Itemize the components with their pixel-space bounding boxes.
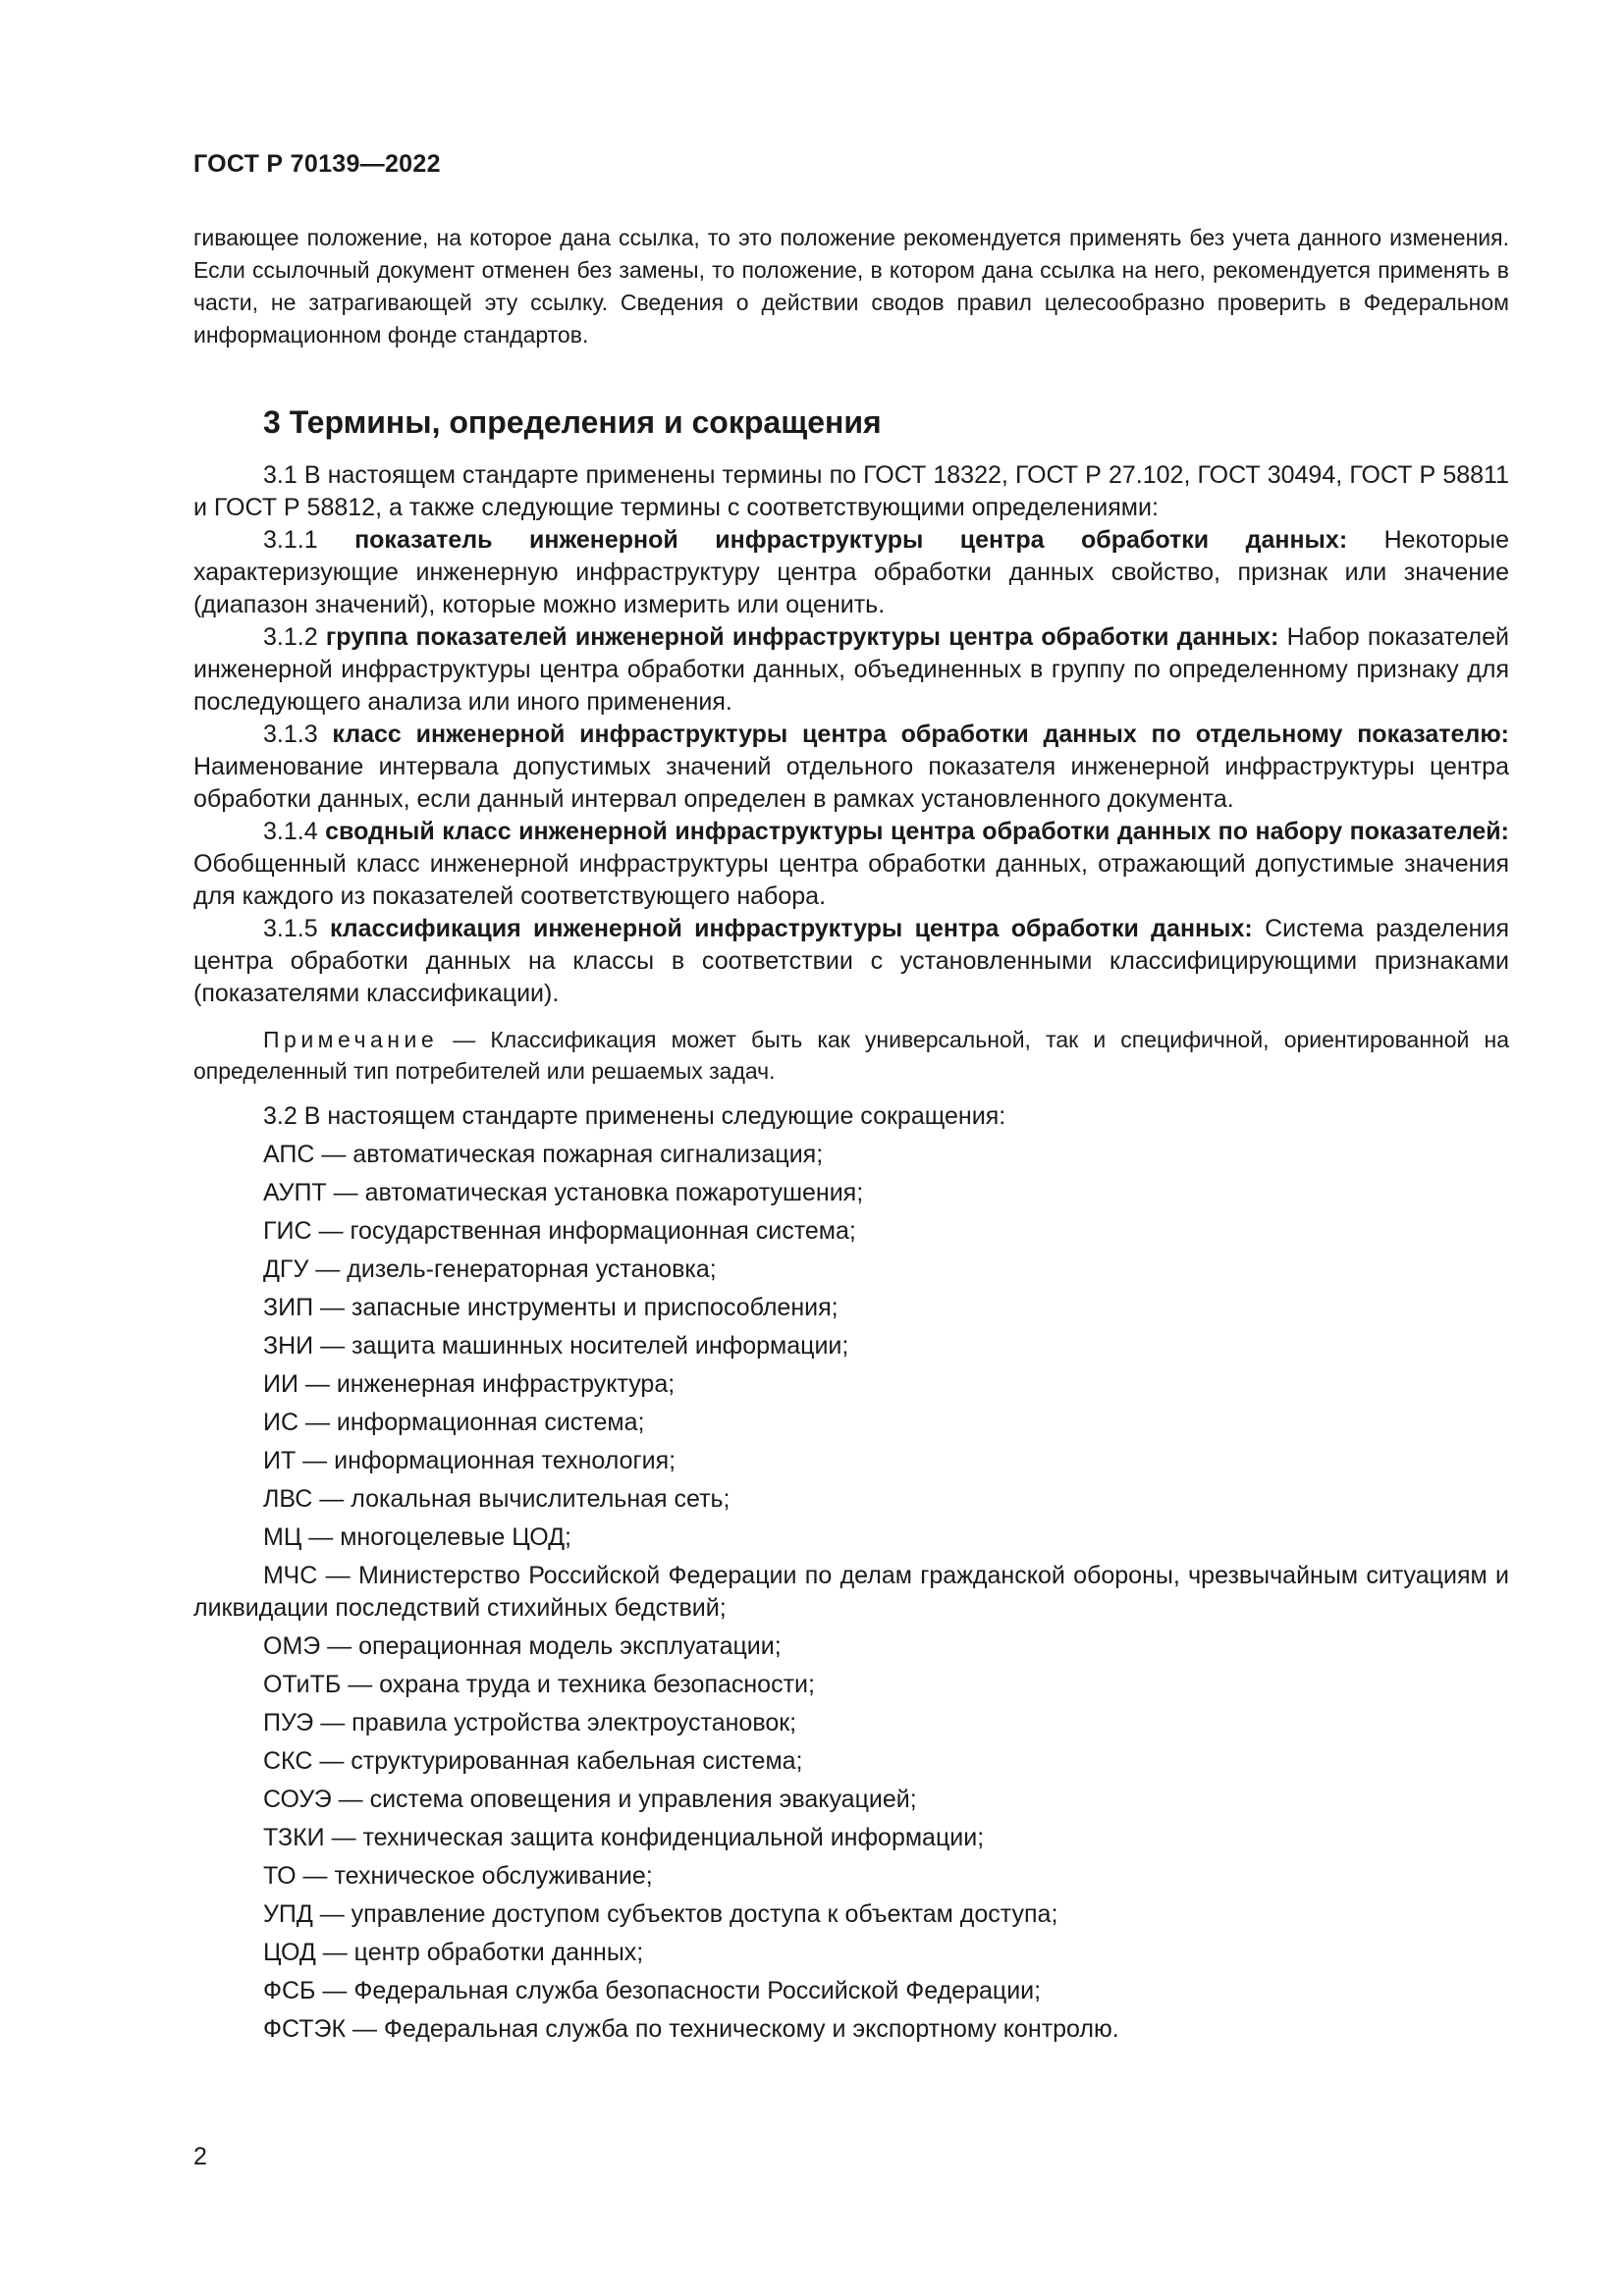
term-name: классификация инженерной инфраструктуры центра обработки данных:	[329, 915, 1253, 942]
note-label: Примечание	[263, 1027, 439, 1052]
abbreviation-list	[193, 1139, 1509, 2046]
term-name: показатель инженерной инфраструктуры центра обработки данных:	[354, 526, 1348, 554]
abbreviation-item: СКС — структурированная кабельная система;	[263, 1747, 803, 1775]
intro-paragraph: гивающее положение, на которое дана ссылка, то это положение рекомендуется применять без учета данного изменения. Если ссылочный документ отменен без замены, то положение, в котором дана ссылка на него, рекомендуется применять в части, не затрагивающей эту ссылку. Сведения о действии сводов правил целесообразно проверить в Федеральном информационном фонде стандартов.	[193, 225, 1509, 347]
term-3-1-4	[193, 816, 1509, 913]
term-name: сводный класс инженерной инфраструктуры центра обработки данных по набору показателей:	[325, 818, 1509, 845]
abbreviation-item: ИС — информационная система;	[263, 1409, 645, 1436]
term-number: 3.1.1	[263, 526, 355, 554]
abbreviation-item: УПД — управление доступом субъектов доступа к объектам доступа;	[263, 1900, 1058, 1928]
abbreviation-item: АПС — автоматическая пожарная сигнализация;	[263, 1141, 824, 1168]
term-number: 3.1.5	[263, 915, 330, 942]
abbreviation-item: АУПТ — автоматическая установка пожаротушения;	[263, 1179, 864, 1206]
term-definition: Наименование интервала допустимых значений отдельного показателя инженерной инфраструктуры центра обработки данных, если данный интервал определен в рамках установленного документа.	[193, 753, 1509, 813]
abbreviation-item: ТЗКИ — техническая защита конфиденциальной информации;	[263, 1824, 985, 1851]
term-definition: Система разделения центра обработки данных на классы в соответствии с установленными классифицирующими признаками (показателями классификации).	[193, 915, 1509, 1007]
abbreviation-item: ЛВС — локальная вычислительная сеть;	[263, 1485, 731, 1513]
abbreviation-item: ИИ — инженерная инфраструктура;	[263, 1370, 676, 1398]
abbreviation-item: МЧС — Министерство Российской Федерации по делам гражданской обороны, чрезвычайным ситуациям и ликвидации последствий стихийных бедствий;	[193, 1562, 1509, 1622]
section-body	[193, 459, 1509, 2046]
term-definition: Обобщенный класс инженерной инфраструктуры центра обработки данных, отражающий допустимые значения для каждого из показателей соответствующего набора.	[193, 850, 1509, 910]
section-title: 3 Термины, определения и сокращения	[263, 404, 882, 440]
abbreviation-item: ПУЭ — правила устройства электроустановок;	[263, 1709, 797, 1736]
abbreviation-item: ОТиТБ — охрана труда и техника безопасности;	[263, 1671, 815, 1698]
abbreviation-item: ЗНИ — защита машинных носителей информации;	[263, 1332, 849, 1360]
note	[193, 1024, 1509, 1087]
abbreviation-item: ЦОД — центр обработки данных;	[263, 1939, 644, 1966]
page-number: 2	[193, 2143, 207, 2170]
term-3-1-2	[193, 621, 1509, 719]
abbreviation-item: ФСТЭК — Федеральная служба по техническому и экспортному контролю.	[263, 2015, 1119, 2043]
abbreviation-item: ЗИП — запасные инструменты и приспособления;	[263, 1294, 839, 1321]
abbreviation-item: ДГУ — дизель-генераторная установка;	[263, 1255, 717, 1283]
abbreviation-item: ГИС — государственная информационная система;	[263, 1217, 856, 1245]
term-definition: Некоторые характеризующие инженерную инфраструктуру центра обработки данных свойство, признак или значение (диапазон значений), которые можно измерить или оценить.	[193, 526, 1509, 618]
paragraph-3-1: 3.1 В настоящем стандарте применены термины по ГОСТ 18322, ГОСТ Р 27.102, ГОСТ 30494, ГОСТ Р 58811 и ГОСТ Р 58812, а также следующие термины с соответствующими определениями:	[193, 461, 1509, 521]
term-number: 3.1.3	[263, 721, 333, 748]
document-code-header: ГОСТ Р 70139—2022	[193, 150, 441, 178]
abbreviation-item: МЦ — многоцелевые ЦОД;	[263, 1523, 572, 1551]
note-text: — Классификация может быть как универсальной, так и специфичной, ориентированной на определенный тип потребителей или решаемых задач.	[193, 1027, 1509, 1084]
abbreviation-item: ОМЭ — операционная модель эксплуатации;	[263, 1632, 782, 1660]
term-3-1-3	[193, 719, 1509, 816]
abbreviation-item: ФСБ — Федеральная служба безопасности Российской Федерации;	[263, 1977, 1042, 2004]
abbreviation-item: СОУЭ — система оповещения и управления эвакуацией;	[263, 1786, 917, 1813]
term-number: 3.1.2	[263, 623, 326, 651]
abbreviation-item: ИТ — информационная технология;	[263, 1447, 677, 1474]
term-name: класс инженерной инфраструктуры центра обработки данных по отдельному показателю:	[332, 721, 1509, 748]
term-3-1-5	[193, 913, 1509, 1010]
term-name: группа показателей инженерной инфраструктуры центра обработки данных:	[325, 623, 1279, 651]
paragraph-3-2: 3.2 В настоящем стандарте применены следующие сокращения:	[263, 1102, 1006, 1130]
term-definition: Набор показателей инженерной инфраструктуры центра обработки данных, объединенных в группу по определенному признаку для последующего анализа или иного применения.	[193, 623, 1510, 716]
abbreviation-item: ТО — техническое обслуживание;	[263, 1862, 653, 1890]
term-number: 3.1.4	[263, 818, 326, 845]
term-3-1-1	[193, 524, 1509, 621]
